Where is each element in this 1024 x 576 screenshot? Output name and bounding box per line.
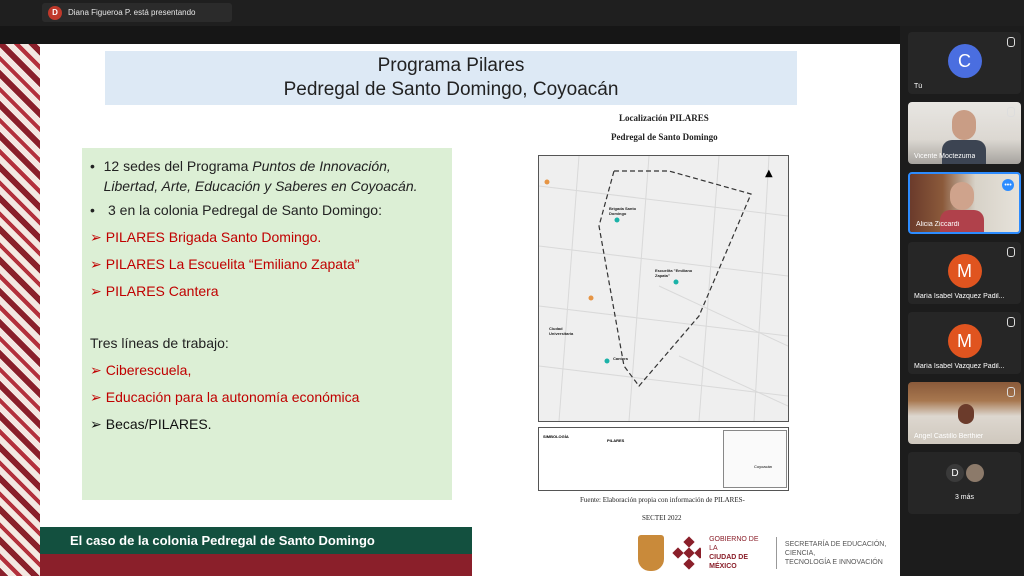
content-box xyxy=(82,148,452,500)
map-source: Fuente: Elaboración propia con información de PILARES- xyxy=(580,496,745,504)
bullet-sedes: • 12 sedes del Programa Puntos de Innovación, Libertad, Arte, Educación y Saberes en Coyoacán. xyxy=(90,158,418,194)
participant-tile[interactable] xyxy=(908,312,1021,374)
map-label-cu: Ciudad Universitaria xyxy=(549,326,574,336)
participant-tile[interactable] xyxy=(908,102,1021,164)
mic-muted-icon xyxy=(1007,107,1015,117)
participant-name: Vicente Moctezuma xyxy=(914,153,976,160)
pilares-item: ➢ PILARES La Escuelita “Emiliano Zapata” xyxy=(90,256,360,272)
participant-name: Alicia Ziccardi xyxy=(916,221,960,228)
bottom-banner-accent xyxy=(40,554,472,576)
participant-tile[interactable] xyxy=(908,242,1021,304)
mic-muted-icon xyxy=(1007,37,1015,47)
map-caption: Localización PILARES xyxy=(619,113,709,123)
avatar-photo xyxy=(966,464,984,482)
shared-slide xyxy=(40,44,900,576)
government-logos xyxy=(638,530,900,576)
participant-name: Tú xyxy=(914,83,923,90)
bullet-colonia: • 3 en la colonia Pedregal de Santo Domingo: xyxy=(90,202,382,218)
avatar: D xyxy=(946,464,964,482)
gov-name: GOBIERNO DE LA CIUDAD DE MÉXICO xyxy=(709,536,759,570)
coat-of-arms-icon xyxy=(638,535,664,571)
participant-name: Ángel Castillo Berthier xyxy=(914,433,984,440)
presenter-text: Diana Figueroa P. está presentando xyxy=(68,8,196,17)
linea-item: ➢ Educación para la autonomía económica xyxy=(90,389,360,405)
map-inset-label: Coyoacán xyxy=(754,464,773,469)
bottom-banner-title: El caso de la colonia Pedregal de Santo Domingo xyxy=(40,527,472,554)
map-label-cantera: Cantera xyxy=(613,356,628,361)
participants-panel xyxy=(900,26,1024,576)
linea-item: ➢ Ciberescuela, xyxy=(90,362,192,378)
participant-name: María Isabel Vazquez Padil... xyxy=(914,293,1005,300)
more-options-icon[interactable]: ••• xyxy=(1002,179,1014,191)
more-count: 3 más xyxy=(954,494,975,501)
map-label-brigada: Brigada Santo Domingo xyxy=(609,206,637,216)
cdmx-logo-icon xyxy=(672,536,701,570)
participant-tile[interactable] xyxy=(908,382,1021,444)
more-participants-tile[interactable] xyxy=(908,452,1021,514)
meeting-topbar xyxy=(0,0,1024,26)
map-source-year: SECTEI 2022 xyxy=(642,514,682,522)
participant-name: María Isabel Vazquez Padil... xyxy=(914,363,1005,370)
participant-tile[interactable] xyxy=(908,172,1021,234)
share-bar xyxy=(0,26,1024,44)
avatar: M xyxy=(948,324,982,358)
pilares-item: ➢ PILARES Brigada Santo Domingo. xyxy=(90,229,322,245)
presenter-avatar: D xyxy=(48,6,62,20)
avatar: C xyxy=(948,44,982,78)
mic-muted-icon xyxy=(1007,247,1015,257)
map-label-escuelita: Escuelita "Emiliano Zapata" xyxy=(655,268,693,278)
slide-title-line1: Programa Pilares xyxy=(377,55,525,76)
secretaria-name: SECRETARÍA DE EDUCACIÓN, CIENCIA, TECNOLOGÍA E INNOVACIÓN xyxy=(784,540,887,566)
lineas-title: Tres líneas de trabajo: xyxy=(90,335,229,351)
pilares-item: ➢ PILARES Cantera xyxy=(90,283,219,299)
location-map xyxy=(538,155,789,422)
map-subcaption: Pedregal de Santo Domingo xyxy=(611,132,718,142)
mic-muted-icon xyxy=(1007,387,1015,397)
map-graphic xyxy=(539,156,788,421)
presenter-indicator[interactable] xyxy=(42,3,232,22)
linea-item: ➢ Becas/PILARES. xyxy=(90,416,212,432)
participant-tile[interactable] xyxy=(908,32,1021,94)
svg-text:▲: ▲ xyxy=(765,168,773,179)
logo-divider xyxy=(776,537,777,569)
map-legend: SIMBOLOGÍA PILARES Coyoacán xyxy=(538,427,789,491)
slide-title-line2: Pedregal de Santo Domingo, Coyoacán xyxy=(283,79,619,100)
slide-title xyxy=(105,51,797,105)
mic-muted-icon xyxy=(1007,317,1015,327)
decorative-border xyxy=(0,0,40,576)
avatar: M xyxy=(948,254,982,288)
